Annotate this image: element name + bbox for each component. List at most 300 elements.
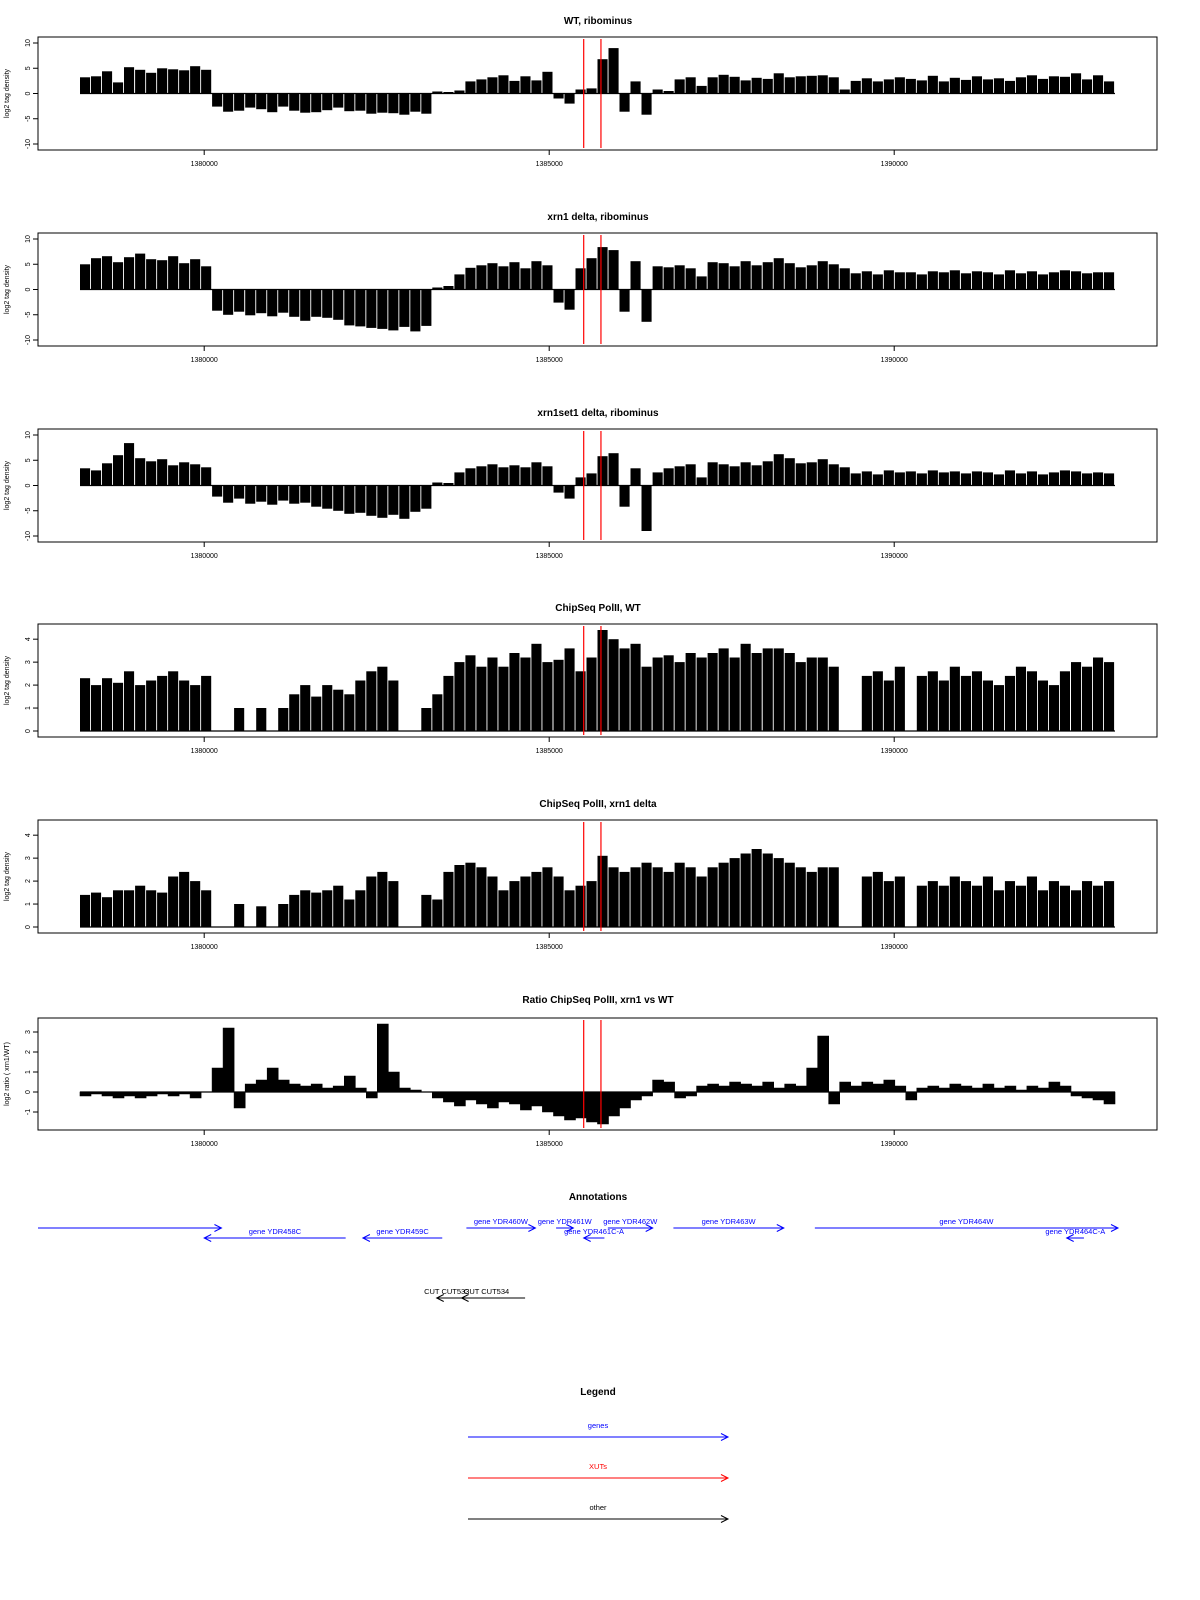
data-bar	[212, 290, 222, 311]
data-bar	[950, 270, 960, 289]
data-bar	[774, 454, 784, 485]
y-tick-label: 4	[25, 833, 32, 838]
data-bar	[113, 82, 123, 93]
data-bar	[642, 94, 652, 115]
data-bar	[895, 877, 905, 928]
data-bar	[146, 73, 156, 94]
data-bar	[983, 272, 993, 289]
data-bar	[686, 268, 696, 289]
gene-label: gene YDR461W	[537, 1217, 592, 1226]
data-bar	[465, 655, 475, 731]
data-bar	[278, 94, 288, 107]
y-tick-label: 0	[25, 1090, 32, 1094]
data-bar	[565, 486, 575, 499]
chart-panel-1	[4, 16, 1157, 168]
data-bar	[311, 893, 321, 927]
data-bar	[1005, 270, 1015, 289]
data-bar	[146, 890, 156, 927]
data-bar	[256, 94, 266, 110]
y-tick-label: 10	[25, 431, 32, 439]
data-bar	[1071, 471, 1081, 485]
data-bar	[785, 863, 795, 927]
data-bar	[752, 849, 762, 927]
y-tick-label: 1	[25, 1070, 32, 1074]
x-tick-label: 1385000	[535, 1141, 563, 1148]
data-bar	[454, 662, 464, 731]
data-bar	[565, 290, 575, 310]
x-tick-label: 1380000	[190, 161, 218, 168]
data-bar	[388, 290, 398, 331]
data-bar	[366, 94, 376, 114]
data-bar	[399, 290, 409, 327]
data-bar	[498, 667, 508, 731]
data-bar	[554, 486, 564, 493]
data-bar	[168, 256, 178, 289]
gene-label: gene YDR464C-A	[1045, 1227, 1106, 1236]
data-bar	[829, 667, 839, 731]
data-bar	[642, 486, 652, 532]
chart-panel-5	[4, 799, 1157, 951]
data-bar	[267, 486, 277, 505]
y-tick-label: -1	[25, 1108, 32, 1116]
data-bar	[565, 94, 575, 104]
data-bar	[498, 890, 508, 927]
data-bar	[609, 453, 619, 485]
data-bar	[796, 76, 806, 93]
data-bar	[322, 290, 332, 318]
data-bar	[542, 662, 552, 731]
data-bar	[950, 667, 960, 731]
data-bar	[774, 73, 784, 93]
data-bar	[300, 486, 310, 503]
data-bar	[487, 464, 497, 485]
data-bar	[366, 290, 376, 328]
data-bar	[565, 890, 575, 927]
data-bar	[719, 464, 729, 485]
y-axis-label: log2 tag density	[4, 264, 11, 315]
data-bar	[642, 667, 652, 731]
chart-title: xrn1set1 delta, ribominus	[537, 408, 659, 419]
data-bar	[917, 473, 927, 485]
data-bar	[168, 877, 178, 928]
y-tick-label: 0	[25, 729, 32, 733]
data-bar	[113, 455, 123, 485]
data-bar	[752, 465, 762, 485]
data-bar	[950, 471, 960, 485]
data-bar	[256, 906, 266, 927]
data-bar	[664, 872, 674, 927]
gene-feature	[363, 1227, 442, 1242]
data-bar	[653, 658, 663, 732]
data-bar	[443, 676, 453, 731]
data-bar	[190, 881, 200, 927]
data-bar	[708, 867, 718, 927]
data-bar	[234, 708, 244, 731]
data-bar	[443, 872, 453, 927]
gene-feature	[564, 1227, 624, 1242]
data-bar	[873, 274, 883, 289]
data-bar	[476, 79, 486, 93]
data-bar	[598, 856, 608, 927]
y-axis-label: log2 tag density	[4, 68, 11, 119]
data-bar	[609, 867, 619, 927]
data-bar	[113, 683, 123, 731]
data-bar	[333, 94, 343, 108]
data-bar	[862, 78, 872, 93]
data-bar	[322, 685, 332, 731]
data-bar	[774, 648, 784, 731]
data-bar	[818, 261, 828, 289]
data-bar	[267, 290, 277, 317]
data-bar	[1049, 881, 1059, 927]
data-bar	[708, 262, 718, 289]
data-bar	[708, 462, 718, 485]
data-bar	[708, 653, 718, 731]
data-bar	[829, 867, 839, 927]
data-bar	[587, 658, 597, 732]
data-bar	[520, 658, 530, 732]
data-bar	[1082, 473, 1092, 485]
data-bar	[884, 270, 894, 289]
data-bar	[509, 81, 519, 94]
data-bar	[80, 264, 90, 289]
data-bar	[190, 259, 200, 289]
data-bar	[311, 697, 321, 731]
gene-feature	[673, 1217, 783, 1232]
data-bar	[300, 94, 310, 113]
data-bar	[531, 261, 541, 289]
cut-label: CUT CUT534	[463, 1287, 510, 1296]
data-bar	[851, 473, 861, 485]
data-bar	[675, 863, 685, 927]
data-bar	[399, 486, 409, 519]
data-bar	[1071, 662, 1081, 731]
data-bar	[1060, 77, 1070, 94]
data-bar	[509, 465, 519, 485]
data-bar	[972, 271, 982, 289]
data-bar	[862, 676, 872, 731]
data-bar	[961, 80, 971, 94]
data-bar	[939, 681, 949, 732]
data-bar	[377, 290, 387, 329]
data-bar	[1071, 890, 1081, 927]
data-bar	[1060, 671, 1070, 731]
data-bar	[80, 468, 90, 485]
data-bar	[531, 872, 541, 927]
data-bar	[1093, 75, 1103, 93]
data-bar	[983, 472, 993, 485]
data-bar	[234, 904, 244, 927]
data-bar	[719, 263, 729, 289]
data-bar	[135, 886, 145, 927]
data-bar	[212, 486, 222, 497]
data-bar	[928, 76, 938, 94]
data-bar	[201, 676, 211, 731]
data-bar	[961, 676, 971, 731]
data-bar	[509, 881, 519, 927]
data-bar	[168, 465, 178, 485]
x-tick-label: 1390000	[880, 357, 908, 364]
data-bar	[664, 655, 674, 731]
legend-item-XUTs	[468, 1462, 728, 1482]
data-bar	[554, 94, 564, 99]
data-bar	[289, 895, 299, 927]
data-bar	[906, 79, 916, 94]
data-bar	[1005, 470, 1015, 485]
data-bar	[686, 464, 696, 485]
y-tick-label: 5	[25, 66, 32, 71]
data-bar	[774, 258, 784, 289]
data-bar	[1038, 474, 1048, 485]
gene-label: gene YDR462W	[603, 1217, 658, 1226]
data-bar	[377, 94, 387, 113]
x-tick-label: 1390000	[880, 553, 908, 560]
data-bar	[928, 671, 938, 731]
data-bar	[157, 68, 167, 93]
data-bar	[311, 290, 321, 317]
data-bar	[322, 890, 332, 927]
data-bar	[675, 662, 685, 731]
data-bar	[873, 671, 883, 731]
chart-title: xrn1 delta, ribominus	[547, 212, 649, 223]
data-bar	[531, 80, 541, 93]
legend-label: other	[589, 1503, 607, 1512]
data-bar	[939, 472, 949, 485]
data-bar	[377, 872, 387, 927]
data-bar	[1016, 473, 1026, 485]
data-bar	[344, 486, 354, 514]
data-bar	[598, 59, 608, 93]
data-bar	[234, 94, 244, 111]
data-bar	[388, 94, 398, 114]
data-bar	[928, 881, 938, 927]
data-bar	[113, 890, 123, 927]
legend-label: genes	[587, 1421, 609, 1430]
data-bar	[201, 70, 211, 94]
data-bar	[344, 900, 354, 928]
data-bar	[300, 685, 310, 731]
data-bar	[697, 86, 707, 94]
data-bar	[124, 671, 134, 731]
data-bar	[1104, 272, 1114, 289]
data-bar	[333, 886, 343, 927]
chart-panel-6	[4, 995, 1157, 1148]
data-bar	[818, 75, 828, 93]
data-bar	[631, 644, 641, 731]
data-bar	[1038, 681, 1048, 732]
data-bar	[245, 94, 255, 108]
data-bar	[465, 268, 475, 290]
data-bar	[785, 458, 795, 485]
data-bar	[1104, 881, 1114, 927]
data-bar	[950, 78, 960, 94]
data-bar	[862, 877, 872, 928]
data-bar	[1005, 81, 1015, 94]
y-tick-label: 4	[25, 637, 32, 642]
data-bar	[598, 456, 608, 485]
data-bar	[388, 681, 398, 732]
data-bar	[818, 459, 828, 485]
data-bar	[807, 462, 817, 485]
data-bar	[1093, 472, 1103, 485]
data-bar	[796, 267, 806, 289]
chart-title: Ratio ChipSeq PolII, xrn1 vs WT	[522, 995, 674, 1006]
y-tick-label: 0	[25, 483, 32, 488]
data-bar	[245, 486, 255, 504]
y-tick-label: 5	[25, 262, 32, 267]
y-tick-label: 2	[25, 1050, 32, 1054]
data-bar	[1027, 75, 1037, 93]
data-bar	[388, 881, 398, 927]
data-bar	[730, 77, 740, 94]
y-tick-label: 10	[25, 235, 32, 243]
data-bar	[146, 259, 156, 289]
data-bar	[476, 265, 486, 289]
data-bar	[91, 470, 101, 485]
data-bar	[939, 81, 949, 93]
data-bar	[146, 461, 156, 485]
data-bar	[520, 76, 530, 93]
data-bar	[1071, 73, 1081, 93]
data-bar	[245, 290, 255, 316]
y-axis-label: log2 tag density	[4, 655, 11, 706]
data-bar	[994, 685, 1004, 731]
data-bar	[289, 694, 299, 731]
y-tick-label: -5	[25, 115, 32, 122]
data-bar	[135, 685, 145, 731]
data-bar	[906, 272, 916, 289]
data-bar	[818, 867, 828, 927]
data-bar	[939, 886, 949, 927]
data-bar	[884, 79, 894, 93]
data-bar	[179, 872, 189, 927]
data-bar	[124, 67, 134, 93]
data-bar	[476, 667, 486, 731]
data-bar	[1093, 658, 1103, 732]
data-bar	[80, 678, 90, 731]
data-bar	[609, 639, 619, 731]
data-bar	[366, 671, 376, 731]
data-bar	[157, 260, 167, 289]
data-bar	[697, 477, 707, 485]
data-bar	[851, 273, 861, 289]
data-bar	[278, 290, 288, 313]
x-tick-label: 1385000	[535, 553, 563, 560]
data-bar	[1071, 271, 1081, 289]
data-bar	[1027, 671, 1037, 731]
data-bar	[697, 658, 707, 732]
x-tick-label: 1390000	[880, 748, 908, 755]
chart-title: ChipSeq PolII, xrn1 delta	[539, 799, 657, 810]
data-bar	[873, 81, 883, 93]
data-bar	[102, 463, 112, 485]
data-bar	[542, 466, 552, 485]
data-bar	[377, 667, 387, 731]
data-bar	[598, 630, 608, 731]
gene-label: gene YDR459C	[376, 1227, 429, 1236]
data-bar	[763, 854, 773, 928]
x-tick-label: 1385000	[535, 161, 563, 168]
y-tick-label: 1	[25, 902, 32, 906]
data-bar	[487, 658, 497, 732]
data-bar	[366, 486, 376, 516]
data-bar	[1104, 473, 1114, 485]
data-bar	[1060, 270, 1070, 289]
data-bar	[1049, 685, 1059, 731]
data-bar	[774, 858, 784, 927]
data-bar	[509, 653, 519, 731]
data-bar	[554, 877, 564, 928]
data-bar	[631, 81, 641, 93]
x-tick-label: 1385000	[535, 748, 563, 755]
x-tick-label: 1390000	[880, 1141, 908, 1148]
data-bar	[289, 486, 299, 504]
data-bar	[146, 681, 156, 732]
data-bar	[587, 473, 597, 485]
data-bar	[212, 94, 222, 107]
data-bar	[895, 667, 905, 731]
data-bar	[763, 648, 773, 731]
data-bar	[1049, 472, 1059, 485]
data-bar	[410, 486, 420, 512]
data-bar	[201, 467, 211, 485]
data-bar	[609, 250, 619, 289]
data-bar	[983, 877, 993, 928]
y-tick-label: -10	[25, 138, 32, 150]
data-bar	[399, 94, 409, 115]
annotations-track	[38, 1192, 1118, 1302]
data-bar	[80, 895, 90, 927]
data-bar	[862, 471, 872, 485]
data-bar	[234, 486, 244, 499]
data-bar	[256, 708, 266, 731]
data-bar	[1027, 877, 1037, 928]
annotations-title: Annotations	[568, 1192, 628, 1203]
data-bar	[322, 94, 332, 111]
x-tick-label: 1385000	[535, 357, 563, 364]
data-bar	[642, 290, 652, 322]
data-bar	[1082, 273, 1092, 289]
data-bar	[620, 486, 630, 507]
data-bar	[454, 472, 464, 485]
x-tick-label: 1380000	[190, 748, 218, 755]
data-bar	[410, 290, 420, 332]
gene-label: gene YDR464W	[939, 1217, 994, 1226]
data-bar	[741, 854, 751, 928]
x-tick-label: 1390000	[880, 944, 908, 951]
data-bar	[498, 467, 508, 485]
data-bar	[895, 272, 905, 289]
data-bar	[333, 486, 343, 511]
data-bar	[278, 904, 288, 927]
data-bar	[102, 897, 112, 927]
y-tick-label: 0	[25, 287, 32, 292]
data-bar	[785, 263, 795, 289]
data-bar	[719, 863, 729, 927]
data-bar	[697, 276, 707, 289]
data-bar	[223, 486, 233, 503]
data-bar	[983, 79, 993, 93]
x-tick-label: 1380000	[190, 944, 218, 951]
data-bar	[91, 685, 101, 731]
data-bar	[454, 865, 464, 927]
data-bar	[741, 462, 751, 485]
data-bar	[972, 886, 982, 927]
data-bar	[520, 268, 530, 289]
data-bar	[465, 81, 475, 93]
data-bar	[653, 867, 663, 927]
data-bar	[179, 70, 189, 93]
